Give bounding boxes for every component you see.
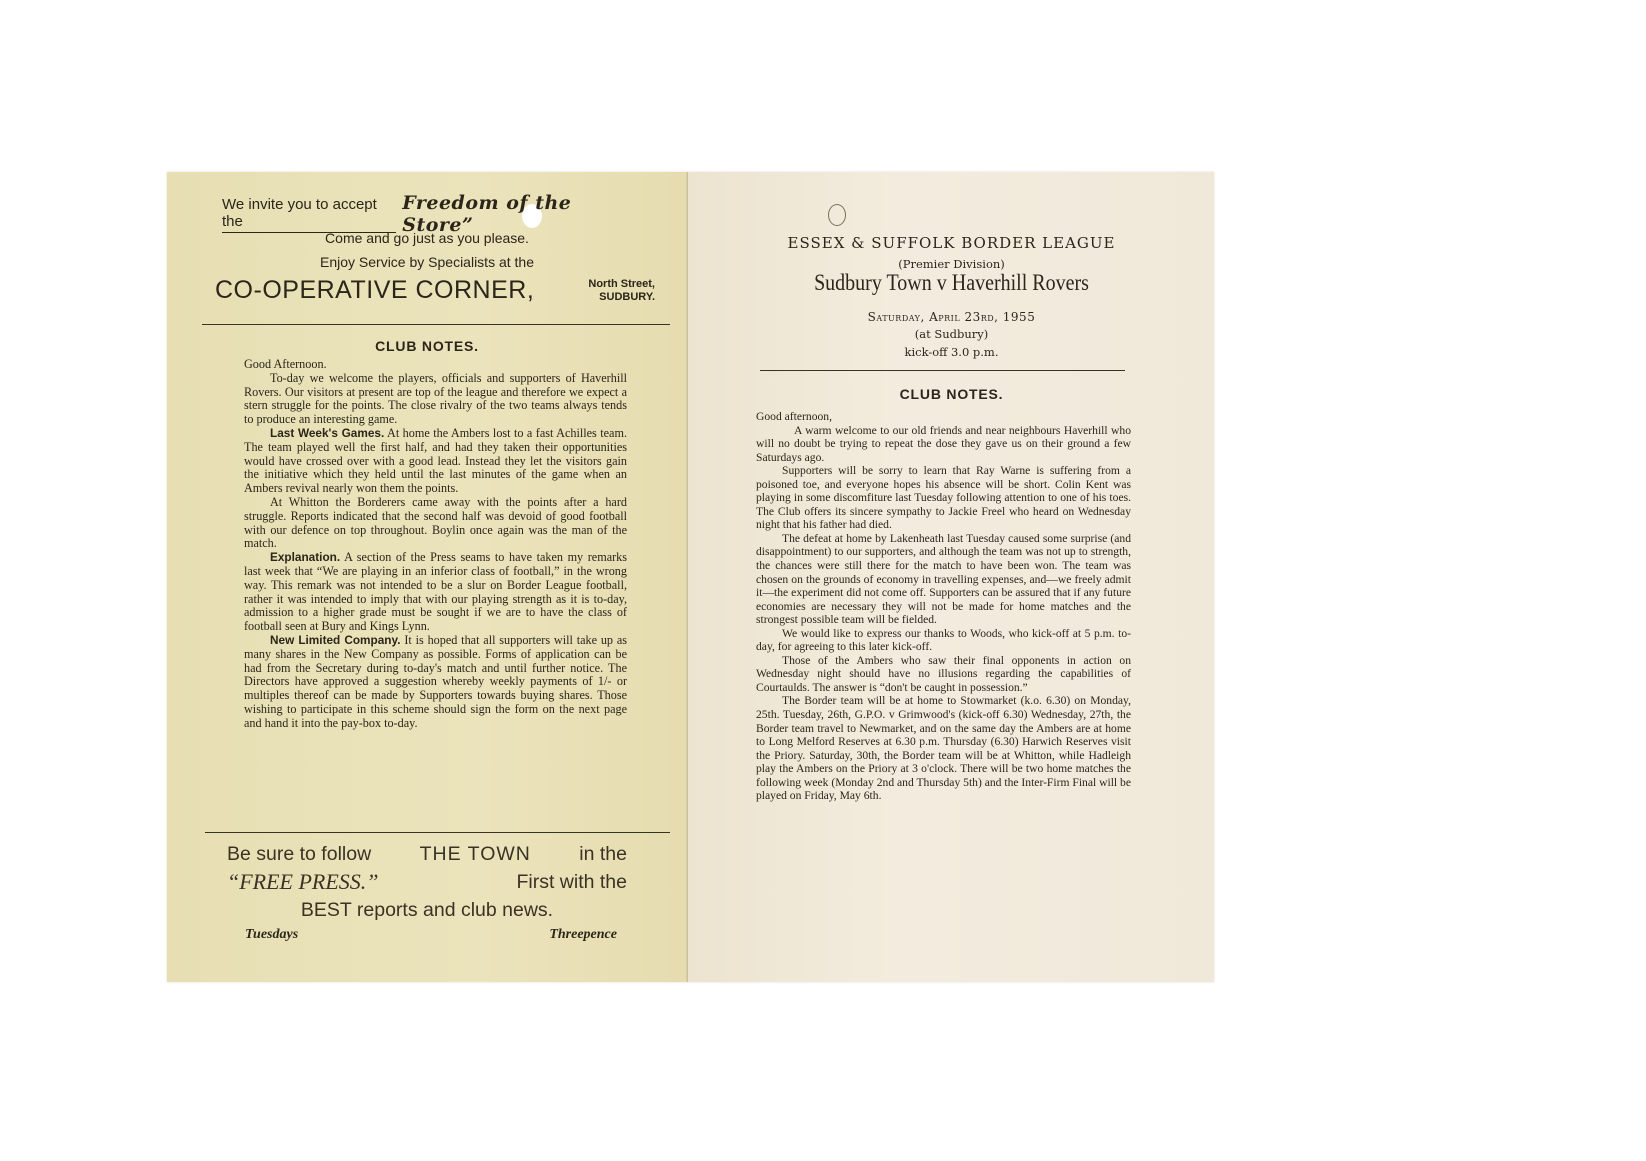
explanation-heading: Explanation. <box>270 550 341 565</box>
enjoy-service-line: Enjoy Service by Specialists at the <box>320 254 534 270</box>
explanation-text: A section of the Press seams to have taken my remarks last week that “We are playing in an inferior class of football,” in the wrong way. This remark was not intended to be a slur on Border League football, rather it was intended to imply that with our playing strength as it is to-day, admission to a higher grade must be sought if we are to have the class of football seen at Bury and Kings Lynn. <box>244 550 627 634</box>
club-notes-body <box>244 358 627 731</box>
coop-name: CO-OPERATIVE CORNER, <box>215 276 535 304</box>
ad-line-3 <box>227 896 627 924</box>
welcome-paragraph: To-day we welcome the players, officials and supporters of Haverhill Rovers. Our visitors at present are top of the league and therefore we expect a stern struggle for the points. The close rivalry of the two teams always tends to produce an interesting game. <box>244 370 627 427</box>
come-and-go-line: Come and go just as you please. <box>325 230 529 246</box>
left-page <box>167 172 687 982</box>
division-subtitle: (Premier Division) <box>898 257 1005 271</box>
punch-hole <box>828 204 846 226</box>
greeting: Good Afternoon. <box>244 357 327 371</box>
kickoff-time: kick-off 3.0 p.m. <box>904 345 999 359</box>
divider-bottom <box>205 832 670 833</box>
invite-text: We invite you to accept the <box>222 196 396 233</box>
company-paragraph <box>244 634 627 731</box>
league-title: ESSEX & SUFFOLK BORDER LEAGUE <box>787 234 1116 252</box>
right-page <box>687 172 1214 982</box>
ad-day: Tuesdays <box>245 927 299 942</box>
coop-address <box>588 278 655 304</box>
whitton-paragraph: At Whitton the Borderers came away with the points after a hard struggle. Reports indicated that the second half was devoid of good football with our defence on top throughout. Boylin once again was the man of the match. <box>244 494 627 551</box>
coop-town: SUDBURY. <box>599 290 655 303</box>
coop-banner <box>215 276 655 305</box>
free-press-advert <box>227 840 627 924</box>
greeting: Good afternoon, <box>756 410 832 423</box>
explanation-paragraph <box>244 551 627 634</box>
notes-paragraph-6: The Border team will be at home to Stowmarket (k.o. 6.30) on Monday, 25th. Tuesday, 26th, G.P.O. v Grimwood's (kick-off 6.30) Wednesday, 27th, the Border team travel to Newmarket, and on the same day the Ambers are at home to Long Melford Reserves at 6.30 p.m. Thursday (6.30) Harwich Reserves visit the Priory. Saturday, 30th, the Border team will be at Whitton, while Hadleigh play the Ambers on the Priory at 3 o'clock. There will be two home matches the following week (Monday 2nd and Thursday 5th) and the Inter-Firm Final will be played on Friday, May 6th. <box>756 694 1131 803</box>
ad-footer <box>245 927 617 943</box>
company-text: It is hoped that all supporters will take up as many shares in the New Company as possible. Forms of application can be had from the Secretary during to-day's match and until further notice. The Directors have approved a suggestion whereby weekly payments of 1/- or multiples thereof can be made by Supporters towards buying shares. Those wishing to participate in this scheme should sign the form on the next page and hand it into the pay-box to-day. <box>244 632 628 730</box>
club-notes-heading: CLUB NOTES. <box>375 338 479 354</box>
freedom-of-store-text: Freedom of the Store” <box>402 192 572 236</box>
club-notes-body <box>756 410 1131 803</box>
notes-paragraph-5: Those of the Ambers who saw their final opponents in action on Wednesday night should have no illusions regarding the capabilities of Courtaulds. The answer is “don't be caught in possession.” <box>756 653 1131 694</box>
last-week-heading: Last Week's Games. <box>270 425 385 440</box>
divider-top <box>202 324 670 325</box>
ad-line-2 <box>227 868 627 896</box>
ad-the-town: THE TOWN <box>419 843 531 865</box>
notes-paragraph-1: A warm welcome to our old friends and near neighbours Haverhill who will no doubt be trying to repeat the dose they gave us on their ground a few Saturdays ago. <box>756 423 1131 464</box>
coop-street: North Street, <box>588 277 655 290</box>
ad-free-press: “FREE PRESS.” <box>227 869 379 894</box>
club-notes-heading: CLUB NOTES. <box>899 386 1004 402</box>
notes-paragraph-3: The defeat at home by Lakenheath last Tuesday caused some surprise (and disappointment) to our supporters, and although the team was not up to strength, the chances were still there for the match to have been won. The team was chosen on the grounds of economy in travelling expenses, and—we freely admit it—the experiment did not come off. Supporters can be assured that if any future economies are necessary they will not be made for home matches and the strongest possible team will be fielded. <box>756 531 1131 627</box>
notes-paragraph-4: We would like to express our thanks to Woods, who kick-off at 5 p.m. to-day, for agreeing to this later kick-off. <box>756 626 1131 654</box>
match-date: Saturday, April 23rd, 1955 <box>867 310 1036 324</box>
company-heading: New Limited Company. <box>270 632 401 647</box>
last-week-paragraph <box>244 427 627 496</box>
notes-paragraph-2: Supporters will be sorry to learn that Ray Warne is suffering from a poisoned toe, and everyone hopes his absence will be short. Colin Kent was playing in some discomfiture last Tuesday following attention to one of his toes. The Club offers its sincere sympathy to Jackie Freel who heard on Wednesday night that his father had died. <box>756 464 1131 532</box>
fixture-title: Sudbury Town v Haverhill Rovers <box>814 270 1089 296</box>
match-venue: (at Sudbury) <box>914 327 989 341</box>
ad-text: in the <box>579 843 627 865</box>
ad-text: First with the <box>516 871 627 893</box>
ad-text: BEST reports and club news. <box>300 899 554 921</box>
ad-line-1 <box>227 840 627 868</box>
last-week-text: At home the Ambers lost to a fast Achilles team. The team played well the first half, and had they taken their opportunities would have crossed over with a good lead. Instead they let the visitors gain the initiative which they held until the last minutes of the game when an Ambers revival nearly won them the points. <box>244 425 627 496</box>
ad-text: Be sure to follow <box>227 843 372 865</box>
divider <box>760 370 1125 371</box>
ad-price: Threepence <box>549 927 617 942</box>
